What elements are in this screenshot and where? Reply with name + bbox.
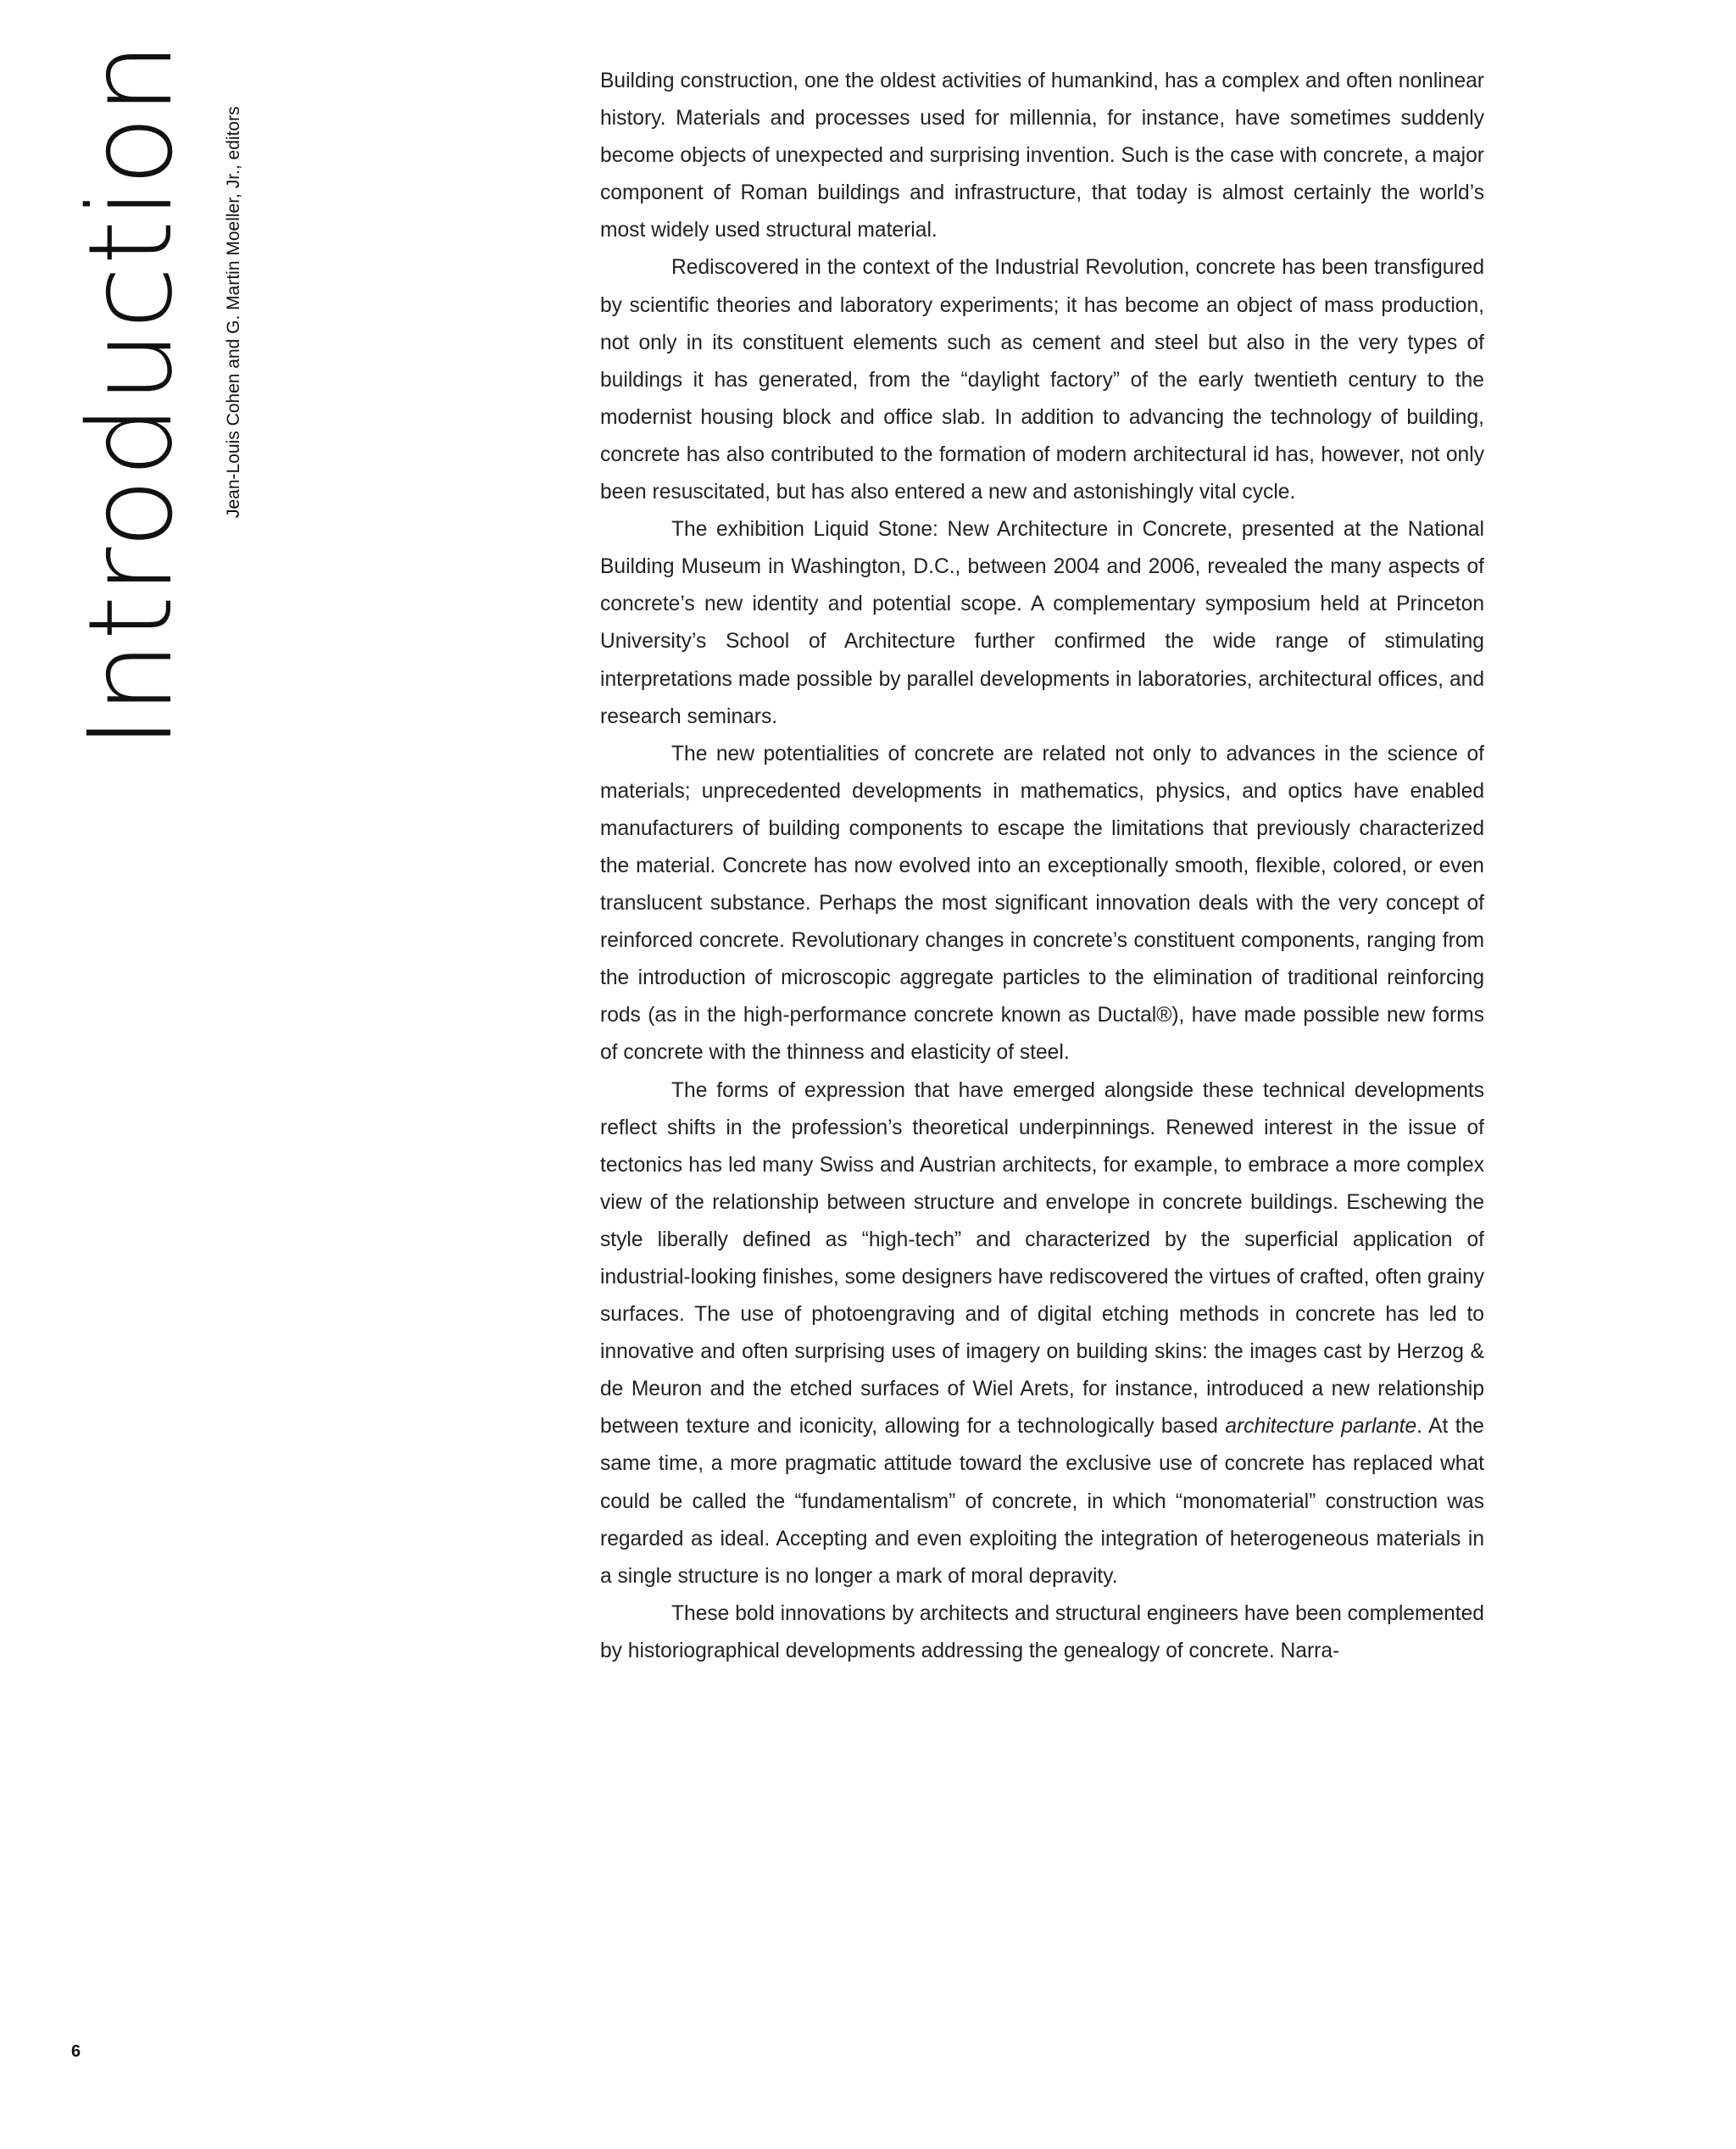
paragraph: The exhibition Liquid Stone: New Architecture in Concrete, presented at the National Building Museum in Washington, D.C., between 2004 and 2006, revealed the many aspects of concrete’s new identity and potential scope. A complementary symposium held at Princeton University’s School of Architecture further confirmed the wide range of stimulating interpretations made possible by parallel developments in laboratories, architectural offices, and research seminars. (600, 518, 1484, 728)
paragraph: The forms of expression that have emerged alongside these technical developments reflect shifts in the profession’s theoretical underpinnings. Renewed interest in the issue of tectonics has led many Swiss and Austrian architects, for example, to embrace a more complex view of the relationship between structure and envelope in concrete buildings. Eschewing the style liberally defined as “high-tech” and characterized by the superficial application of industrial-looking finishes, some designers have rediscovered the virtues of crafted, often grainy surfaces. The use of photoengraving and of digital etching methods in concrete has led to innovative and often surprising uses of imagery on building skins: the images cast by Herzog & de Meuron and the etched surfaces of Wiel Arets, for instance, introduced a new relationship between texture and iconicity, allowing for a technologically based architecture parlante. At the same time, a more pragmatic attitude toward the exclusive use of concrete has replaced what could be called the “fundamentalism” of concrete, in which “monomaterial” construction was regarded as ideal. Accepting and even exploiting the integration of heterogeneous materials in a single structure is no longer a mark of moral depravity. (600, 1078, 1484, 1588)
byline: Jean-Louis Cohen and G. Martin Moeller, Jr., editors (224, 106, 243, 518)
body-text (600, 63, 1484, 1670)
page-title: Introduction (64, 41, 198, 749)
italic-phrase: architecture parlante (1225, 1415, 1417, 1439)
paragraph: These bold innovations by architects and structural engineers have been complemented by historiographical developments addressing the genealogy of concrete. Narra- (600, 1601, 1484, 1662)
page-number: 6 (71, 2042, 81, 2061)
paragraph: The new potentialities of concrete are related not only to advances in the science of materials; unprecedented developments in mathematics, physics, and optics have enabled manufacturers of building components to escape the limitations that previously characterized the material. Concrete has now evolved into an exceptionally smooth, flexible, colored, or even translucent substance. Perhaps the most significant innovation deals with the very concept of reinforced concrete. Revolutionary changes in concrete’s constituent components, ranging from the introduction of microscopic aggregate particles to the elimination of traditional reinforcing rods (as in the high-performance concrete known as Ductal®), have made possible new forms of concrete with the thinness and elasticity of steel. (600, 742, 1484, 1065)
paragraph: Rediscovered in the context of the Industrial Revolution, concrete has been transfigured by scientific theories and laboratory experiments; it has become an object of mass production, not only in its constituent elements such as cement and steel but also in the very types of buildings it has generated, from the “daylight factory” of the early twentieth century to the modernist housing block and office slab. In addition to advancing the technology of building, concrete has also contributed to the formation of modern architectural id has, however, not only been resuscitated, but has also entered a new and astonishingly vital cycle. (600, 256, 1484, 504)
paragraph: Building construction, one the oldest activities of humankind, has a complex and often nonlinear history. Materials and processes used for millennia, for instance, have sometimes suddenly become objects of unexpected and surprising invention. Such is the case with concrete, a major component of Roman buildings and infrastructure, that today is almost certainly the world’s most widely used structural material. (600, 70, 1484, 242)
